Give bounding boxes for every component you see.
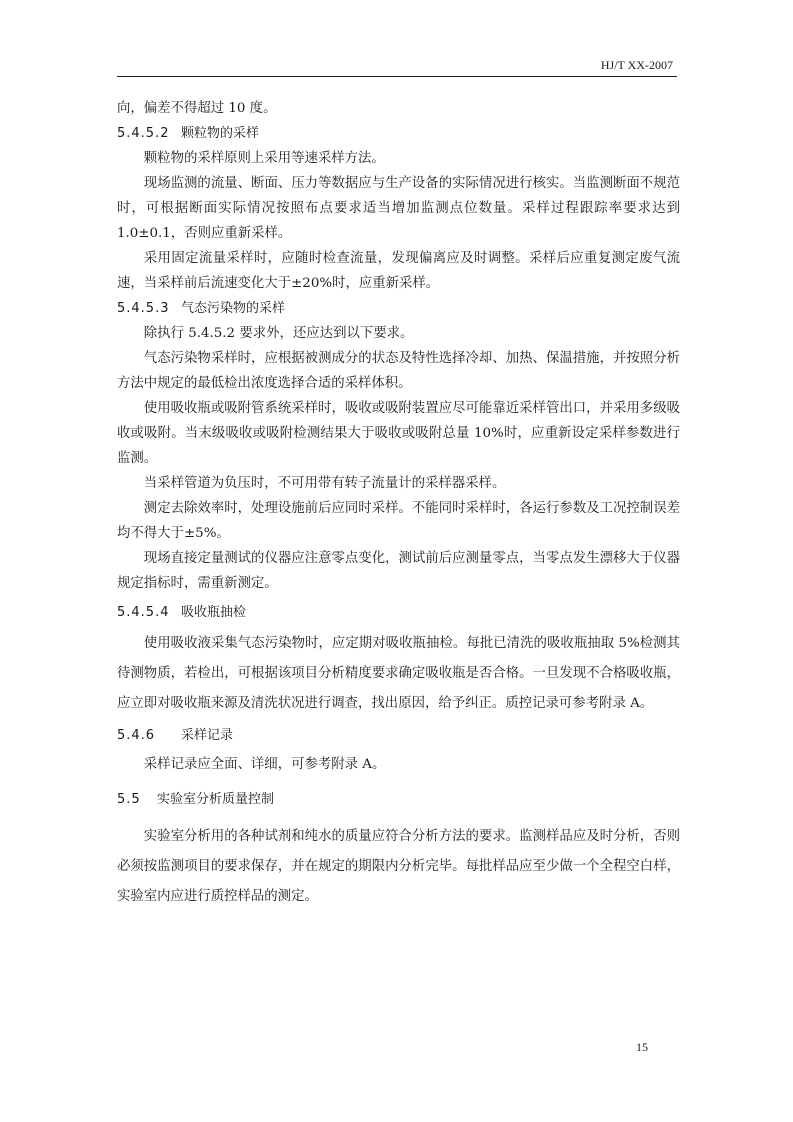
paragraph: 采用固定流量采样时，应随时检查流量，发现偏离应及时调整。采样后应重复测定废气流速，当采样前后流速变化大于±20%时，应重新采样。 [117, 251, 680, 291]
paragraph: 当采样管道为负压时，不可用带有转子流量计的采样器采样。 [143, 476, 506, 491]
standard-code: HJ/T XX-2007 [600, 58, 673, 72]
section-number: 5.4.6 [117, 728, 156, 743]
page-number: 15 [636, 1040, 648, 1054]
paragraph: 测定去除效率时，处理设施前后应同时采样。不能同时采样时，各运行参数及工况控制误差均不得大于±5%。 [117, 501, 680, 541]
paragraph: 现场直接定量测试的仪器应注意零点变化，测试前后应测量零点，当零点发生漂移大于仪器规定指标时，需重新测定。 [117, 551, 680, 591]
section-heading-5-5 [117, 787, 680, 812]
section-title: 颗粒物的采样 [181, 126, 260, 141]
paragraph: 采样记录应全面、详细，可参考附录 A。 [143, 757, 386, 772]
paragraph: 气态污染物采样时，应根据被测成分的状态及特性选择冷却、加热、保温措施，并按照分析方法中规定的最低检出浓度选择合适的采样体积。 [117, 351, 680, 391]
paragraph: 实验室分析用的各种试剂和纯水的质量应符合分析方法的要求。监测样品应及时分析，否则必须按监测项目的要求保存，并在规定的期限内分析完毕。每批样品应至少做一个全程空白样，实验室内应进行质控样品的测定。 [117, 829, 680, 904]
paragraph: 使用吸收瓶或吸附管系统采样时，吸收或吸附装置应尽可能靠近采样管出口，并采用多级吸收或吸附。当末级吸收或吸附检测结果大于吸收或吸附总量 10%时，应重新设定采样参数进行监测。 [117, 401, 680, 466]
section-number: 5.5 [117, 792, 141, 807]
paragraph: 使用吸收液采集气态污染物时，应定期对吸收瓶抽检。每批已清洗的吸收瓶抽取 5%检测其待测物质，若检出，可根据该项目分析精度要求确定吸收瓶是否合格。一旦发现不合格吸收瓶，应立即对吸收瓶来源及清洗状况进行调查，找出原因，给予纠正。质控记录可参考附录 A。 [117, 636, 680, 711]
section-title: 吸收瓶抽检 [181, 605, 247, 620]
section-title: 采样记录 [181, 728, 234, 743]
section-number: 5.4.5.3 [117, 301, 170, 316]
section-title: 气态污染物的采样 [181, 301, 286, 316]
paragraph: 向，偏差不得超过 10 度。 [117, 101, 277, 116]
section-heading-5-4-5-4 [117, 600, 680, 625]
paragraph: 除执行 5.4.5.2 要求外，还应达到以下要求。 [143, 326, 414, 341]
section-heading-5-4-5-2 [117, 121, 680, 146]
paragraph: 现场监测的流量、断面、压力等数据应与生产设备的实际情况进行核实。当监测断面不规范时，可根据断面实际情况按照布点要求适当增加监测点位数量。采样过程跟踪率要求达到 1.0±0.1，否则应重新采样。 [117, 176, 680, 241]
page-header [117, 58, 677, 77]
document-body [117, 96, 680, 912]
section-number: 5.4.5.2 [117, 126, 170, 141]
section-heading-5-4-5-3 [117, 296, 680, 321]
section-heading-5-4-6 [117, 723, 680, 748]
section-number: 5.4.5.4 [117, 605, 170, 620]
paragraph: 颗粒物的采样原则上采用等速采样方法。 [143, 151, 385, 166]
section-title: 实验室分析质量控制 [157, 792, 275, 807]
